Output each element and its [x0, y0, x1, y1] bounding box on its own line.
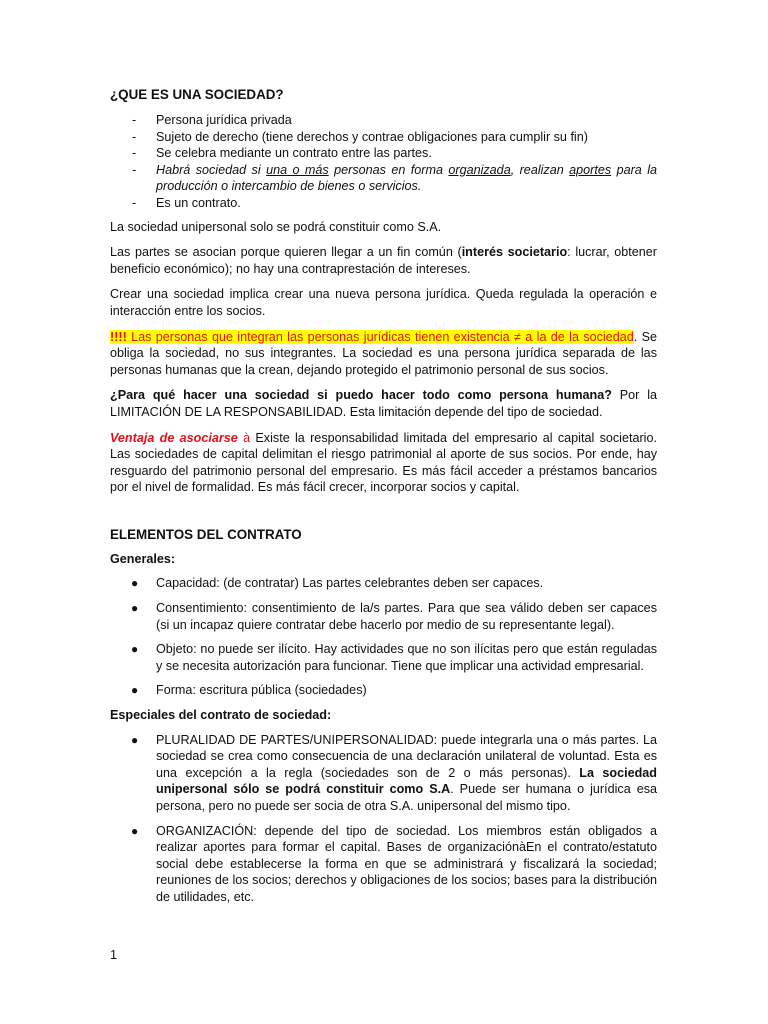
bullet-icon: ● — [131, 642, 139, 657]
definition-list — [110, 112, 657, 212]
bullet-icon: ● — [131, 823, 139, 838]
list-item: ● Forma: escritura pública (sociedades) — [131, 683, 367, 698]
bullet-icon: ● — [131, 576, 139, 591]
especiales-list — [110, 732, 657, 906]
list-item: ● Objeto: no puede ser ilícito. Hay actividades que no son ilícitas pero que están reguladas y se necesita autorización para funcionar. Tiene que implicar una actividad empresarial. — [131, 642, 657, 673]
list-item: - Es un contrato. — [132, 195, 241, 210]
section-title-sociedad: ¿QUE ES UNA SOCIEDAD? — [110, 87, 284, 102]
paragraph-crear: Crear una sociedad implica crear una nueva persona jurídica. Queda regulada la operación e interacción entre los socios. — [110, 287, 657, 318]
paragraph-unipersonal: La sociedad unipersonal solo se podrá constituir como S.A. — [110, 219, 442, 234]
paragraph-ventaja: Ventaja de asociarse à Existe la responsabilidad limitada del empresario al capital societario. Las sociedades de capital delimitan el riesgo patrimonial al aporte de sus socios. Por ende, hay resguardo del patrimonio personal del empresario. Es más fácil acceder a préstamos bancarios por el nivel de formalidad. Es más fácil crecer, incorporar socios y capital. — [110, 430, 657, 495]
paragraph-partes: Las partes se asocian porque quieren llegar a un fin común (interés societario: lucrar, obtener beneficio económico); no hay una contraprestación de intereses. — [110, 245, 657, 276]
list-item: - Persona jurídica privada — [132, 113, 292, 127]
list-item: ● Capacidad: (de contratar) Las partes celebrantes deben ser capaces. — [131, 576, 544, 591]
subheading-generales: Generales: — [110, 551, 176, 566]
paragraph-question: ¿Para qué hacer una sociedad si puedo hacer todo como persona humana? Por la LIMITACIÓN DE LA RESPONSABILIDAD. Esta limitación depende del tipo de sociedad. — [110, 388, 657, 419]
bullet-icon: ● — [131, 601, 139, 616]
list-item: ● Consentimiento: consentimiento de la/s partes. Para que sea válido deben ser capaces (si un incapaz quiere contratar debe hacerlo por medio de su representante legal). — [131, 601, 657, 632]
bullet-icon: ● — [131, 732, 139, 747]
arrow-glyph: à — [237, 430, 251, 445]
section-title-elementos: ELEMENTOS DEL CONTRATO — [110, 526, 302, 542]
bullet-icon: ● — [131, 683, 139, 698]
subheading-especiales: Especiales del contrato de sociedad: — [110, 708, 332, 723]
highlighted-text: Las personas que integran las personas jurídicas tienen existencia ≠ a la de la sociedad — [126, 329, 634, 344]
document-body — [110, 86, 657, 906]
list-item-pluralidad: ● PLURALIDAD DE PARTES/UNIPERSONALIDAD: puede integrarla una o más partes. La sociedad se crea como consecuencia de una declaración unilateral de voluntad. Esta es una excepción a la regla (sociedades son de 2 o más personas). La sociedad unipersonal sólo se podrá constituir como S.A. Puede ser humana o jurídica esa persona, pero no puede ser socia de otra S.A. unipersonal del mismo tipo. — [131, 732, 657, 813]
paragraph-warning: !!!! Las personas que integran las personas jurídicas tienen existencia ≠ a la de la sociedad. Se obliga la sociedad, no sus integrantes. La sociedad es una persona jurídica separada de las personas humanas que la crean, dejando protegido el patrimonio personal de sus socios. — [110, 329, 657, 377]
list-item-organizacion: ● ORGANIZACIÓN: depende del tipo de sociedad. Los miembros están obligados a realizar aportes para formar el capital. Bases de organizaciónàEn el contrato/estatuto social debe establecerse la forma en que se administrará y fiscalizará la sociedad; reuniones de los socios; derechos y obligaciones de los socios; bases para la distribución de utilidades, etc. — [131, 823, 657, 904]
ventaja-label: Ventaja de asociarse — [110, 430, 238, 445]
list-item: - Sujeto de derecho (tiene derechos y contrae obligaciones para cumplir su fin) — [132, 129, 588, 144]
list-item: - Se celebra mediante un contrato entre las partes. — [132, 146, 432, 161]
warning-marks: !!!! — [110, 329, 127, 344]
generales-list — [110, 575, 657, 699]
list-item-definition: - Habrá sociedad si una o más personas en forma organizada, realizan aportes para la producción o intercambio de bienes o servicios. — [132, 162, 657, 194]
page-number: 1 — [110, 948, 118, 962]
